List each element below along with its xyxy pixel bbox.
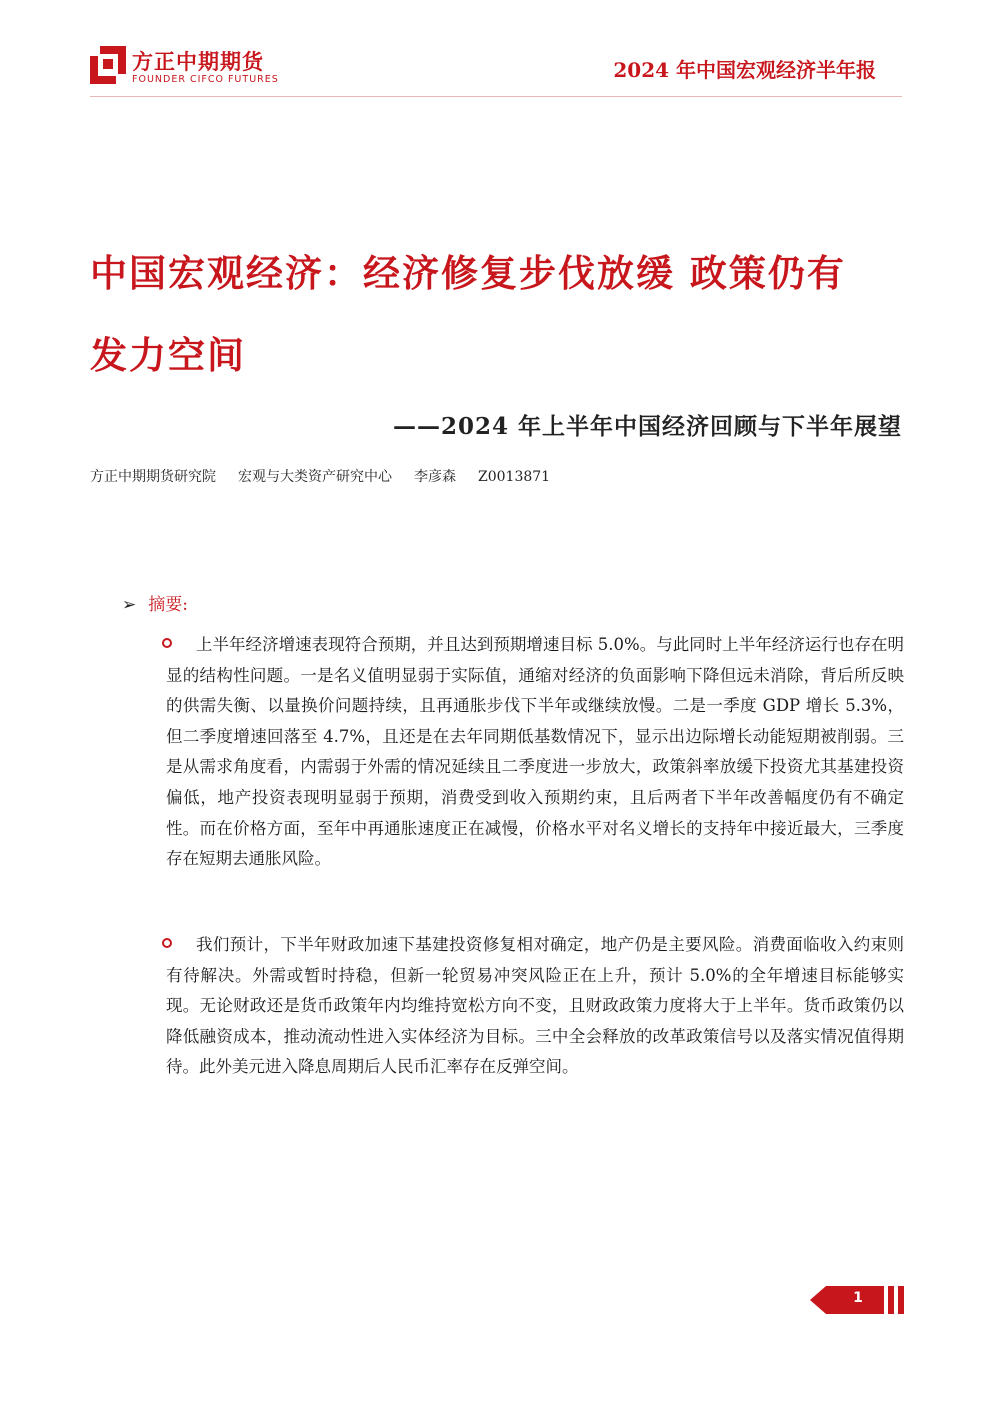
report-series-title: 2024 年中国宏观经济半年报 bbox=[613, 58, 876, 82]
byline-center: 宏观与大类资产研究中心 bbox=[238, 469, 392, 485]
summary-heading bbox=[122, 590, 188, 615]
subtitle: ——2024 年上半年中国经济回顾与下半年展望 bbox=[392, 413, 902, 440]
logo-english-name: FOUNDER CIFCO FUTURES bbox=[132, 74, 279, 85]
page-number: 1 bbox=[853, 1290, 863, 1306]
circle-bullet-icon bbox=[162, 938, 172, 948]
byline-institute: 方正中期期货研究院 bbox=[90, 469, 216, 485]
byline-license: Z0013871 bbox=[478, 469, 551, 485]
logo-chinese-name: 方正中期期货 bbox=[132, 50, 264, 74]
header-divider bbox=[90, 96, 902, 97]
page-number-bar bbox=[888, 1286, 894, 1314]
byline-author: 李彦森 bbox=[414, 469, 456, 485]
page-number-tab bbox=[810, 1286, 904, 1314]
arrow-bullet-icon: ➢ bbox=[122, 595, 137, 615]
company-logo bbox=[90, 44, 290, 88]
main-title-line-1: 中国宏观经济：经济修复步伐放缓 政策仍有 bbox=[90, 251, 846, 295]
summary-paragraph bbox=[166, 930, 904, 1083]
summary-paragraph-text: 我们预计，下半年财政加速下基建投资修复相对确定，地产仍是主要风险。消费面临收入约束则有待解决。外需或暂时持稳，但新一轮贸易冲突风险正在上升，预计 5.0%的全年增速目标能够实现。无论财政还是货币政策年内均维持宽松方向不变，且财政政策力度将大于上半年。货币政策仍以降低融资成本，推动流动性进入实体经济为目标。三中全会释放的改革政策信号以及落实情况值得期待。此外美元进入降息周期后人民币汇率存在反弹空间。 bbox=[166, 935, 904, 1077]
circle-bullet-icon bbox=[162, 638, 172, 648]
summary-paragraph-text: 上半年经济增速表现符合预期，并且达到预期增速目标 5.0%。与此同时上半年经济运行也存在明显的结构性问题。一是名义值明显弱于实际值，通缩对经济的负面影响下降但远未消除，背后所反映的供需失衡、以量换价问题持续，且再通胀步伐下半年或继续放慢。二是一季度 GDP 增长 5.3%，但二季度增速回落至 4.7%，且还是在去年同期低基数情况下，显示出边际增长动能短期被削弱。三是从需求角度看，内需弱于外需的情况延续且二季度进一步放大，政策斜率放缓下投资尤其基建投资偏低，地产投资表现明显弱于预期，消费受到收入预期约束，且后两者下半年改善幅度仍有不确定性。而在价格方面，至年中再通胀速度正在减慢，价格水平对名义增长的支持年中接近最大，三季度存在短期去通胀风险。 bbox=[166, 635, 904, 869]
byline bbox=[90, 466, 572, 486]
main-title bbox=[90, 232, 902, 396]
main-title-line-2: 发力空间 bbox=[90, 333, 246, 377]
logo-mark-icon bbox=[90, 46, 126, 84]
summary-label: 摘要: bbox=[148, 595, 188, 615]
page-number-bar bbox=[898, 1286, 904, 1314]
summary-paragraph bbox=[166, 630, 904, 875]
page-header bbox=[0, 0, 992, 110]
